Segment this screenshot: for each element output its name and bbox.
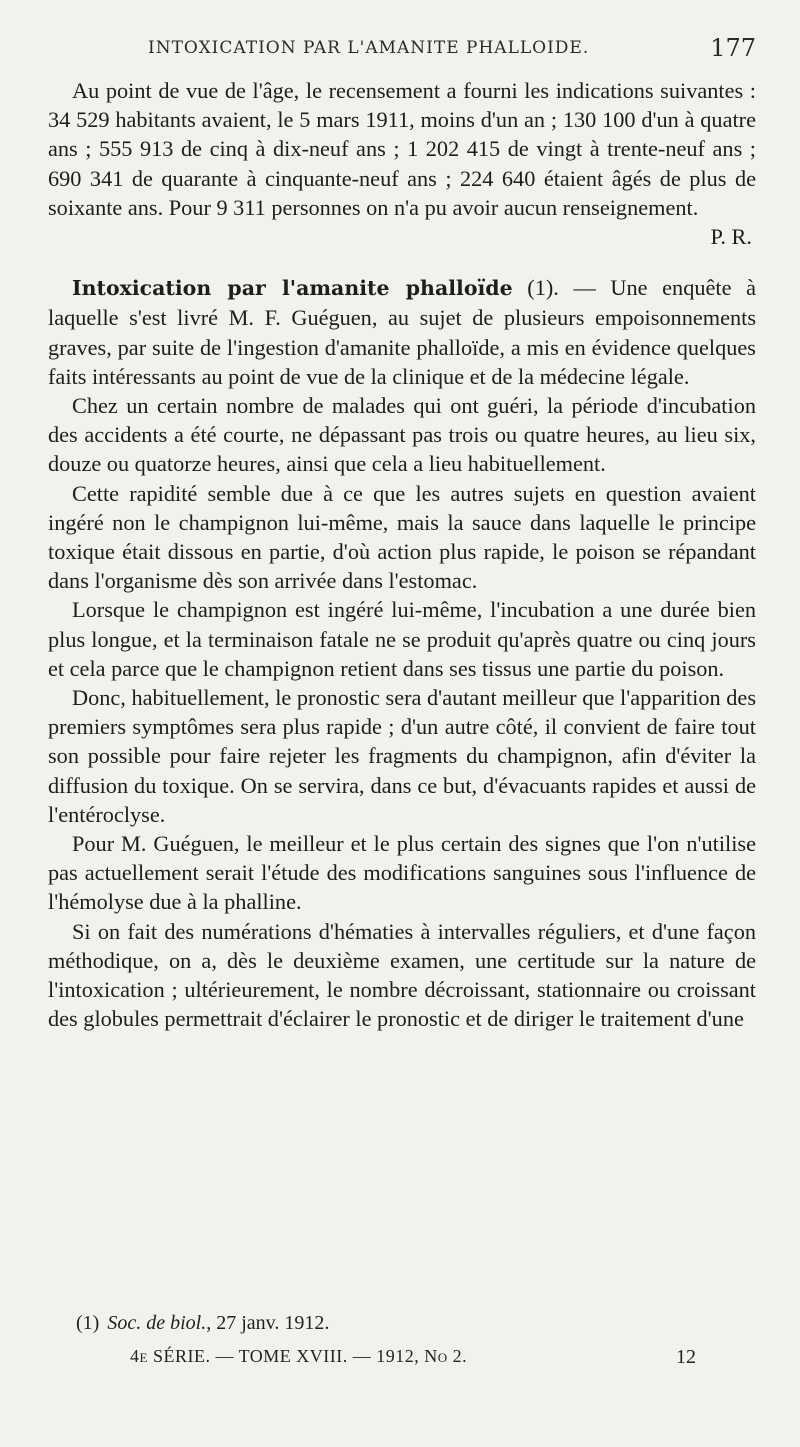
paragraph-prognosis: Donc, habituellement, le pronostic sera d'autant meilleur que l'apparition des premiers symptômes sera plus rapide ; d'un autre côté, il convient de faire tout son possible pour faire rejeter les fragments du champignon, afin d'éviter la diffusion du toxique. On se servira, dans ce but, d'évacuants rapides et aussi de l'entéroclyse. [48, 685, 756, 827]
paragraph-gueguen: Pour M. Guéguen, le meilleur et le plus certain des signes que l'on n'utilise pas actuellement serait l'étude des modifications sanguines sous l'influence de l'hémolyse due à la phalline. [48, 831, 756, 915]
footnote [76, 1312, 329, 1335]
footnote-marker: (1) [76, 1312, 100, 1334]
body-text [48, 76, 756, 1034]
article-title: Intoxication par l'amanite phalloïde [72, 276, 513, 301]
sheet-number: 12 [676, 1346, 696, 1368]
footnote-rest: , 27 janv. 1912. [206, 1312, 330, 1334]
running-head [48, 34, 760, 68]
series-info: 4e SÉRIE. — TOME XVIII. — 1912, No 2. [130, 1346, 468, 1366]
footnote-source: Soc. de biol. [107, 1312, 207, 1334]
article-intro-text: (1). — Une enquête à laquelle s'est livré M. F. Guéguen, au sujet de plusieurs empoisonnements graves, par suite de l'ingestion d'amanite phalloïde, a mis en évidence quelques faits intéressants au point de vue de la clinique et de la médecine légale. [48, 275, 756, 389]
article-intro-paragraph [48, 273, 756, 391]
running-title: INTOXICATION PAR L'AMANITE PHALLOIDE. [148, 38, 590, 58]
paragraph-hematies: Si on fait des numérations d'hématies à intervalles réguliers, et d'une façon méthodique, on a, dès le deuxième examen, une certitude sur la nature de l'intoxication ; ultérieurement, le nombre décroissant, stationnaire ou croissant des globules permettrait d'éclairer le pronostic et de diriger le traitement d'une [48, 918, 756, 1032]
page-number: 177 [710, 34, 756, 62]
paragraph-incubation: Chez un certain nombre de malades qui ont guéri, la période d'incubation des accidents a été courte, ne dépassant pas trois ou quatre heures, au lieu six, douze ou quatorze heures, ainsi que cela a lieu habituellement. [48, 393, 756, 477]
signature-line [130, 1346, 696, 1367]
paragraph-rapidity: Cette rapidité semble due à ce que les autres sujets en question avaient ingéré non le champignon lui-même, mais la sauce dans laquelle le principe toxique était dissous en partie, d'où action plus rapide, le poison se répandant dans l'organisme dès son arrivée dans l'estomac. [48, 480, 756, 594]
section-gap [48, 251, 756, 273]
author-signature: P. R. [710, 224, 752, 250]
paragraph-ingestion: Lorsque le champignon est ingéré lui-même, l'incubation a une durée bien plus longue, et la terminaison fatale ne se produit qu'après quatre ou cinq jours et cela parce que le champignon retient dans ses tissus une partie du poison. [48, 597, 756, 681]
census-paragraph: Au point de vue de l'âge, le recensement a fourni les indications suivantes : 34 529 habitants avaient, le 5 mars 1911, moins d'un an ; 130 100 d'un à quatre ans ; 555 913 de cinq à dix-neuf ans ; 1 202 415 de vingt à trente-neuf ans ; 690 341 de quarante à cinquante-neuf ans ; 224 640 étaient âgés de plus de soixante ans. Pour 9 311 personnes on n'a pu avoir aucun renseignement. [48, 78, 756, 220]
